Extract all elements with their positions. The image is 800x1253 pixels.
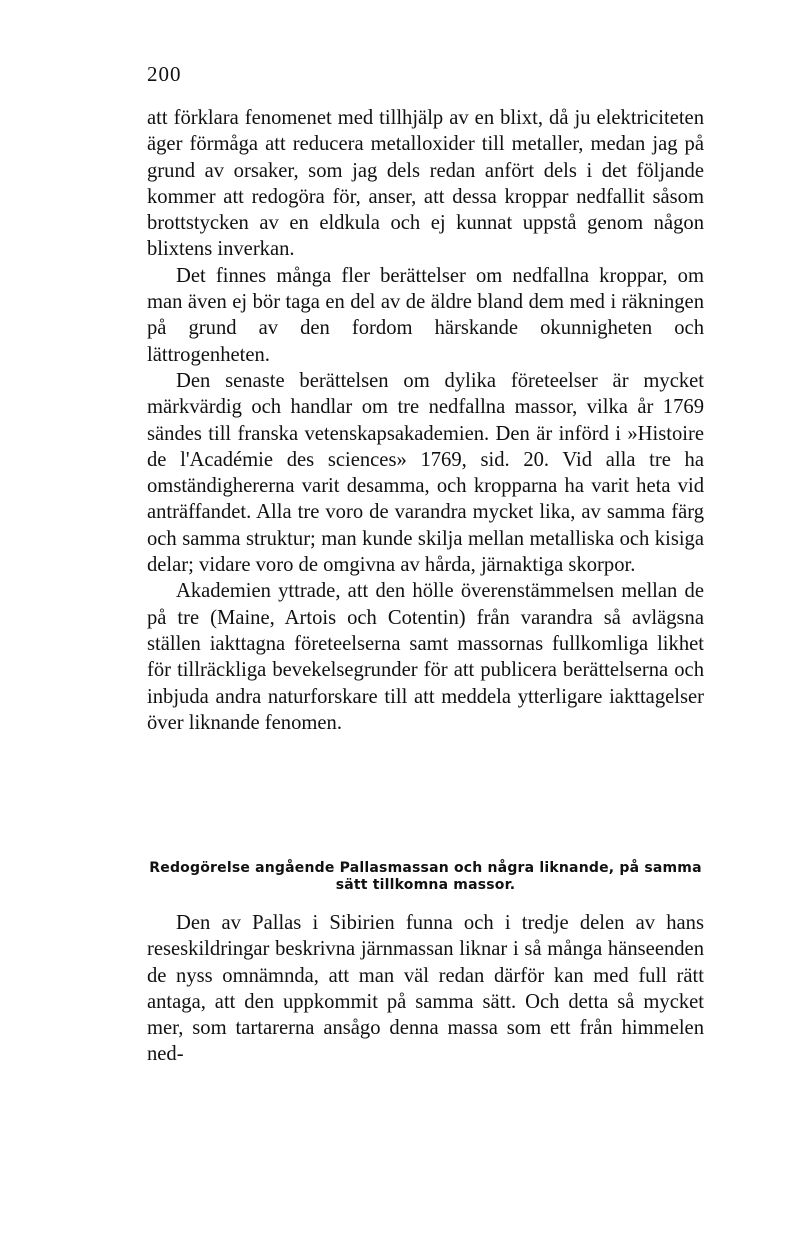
page-number: 200 [147,62,182,86]
paragraph-4: Akademien yttrade, att den hölle överenstämmelsen mellan de på tre (Maine, Artois och Cotentin) från varandra så avlägsna ställen iakttagna företeelserna samt massornas fullkomliga likhet för tillräckliga bevekelsegrunder för att publicera berättelserna och inbjuda andra naturforskare till att meddela ytterligare iakttagelser över liknande fenomen. [147,580,704,734]
paragraph-5: Den av Pallas i Sibirien funna och i tredje delen av hans reseskildringar beskrivna järnmassan liknar i så många hänseenden de nyss omnämnda, att man väl redan därför kan med full rätt antaga, att den uppkommit på samma sätt. Och detta så mycket mer, som tartarerna ansågo denna massa som ett från himmelen ned- [147,912,704,1066]
paragraph-2: Det finnes många fler berättelser om nedfallna kroppar, om man även ej bör taga en del av de äldre bland dem med i räkningen på grund av den fordom härskande okunnigheten och lättrogenheten. [147,264,704,366]
paragraph-1: att förklara fenomenet med tillhjälp av en blixt, då ju elektriciteten äger förmåga att reducera metalloxider till metaller, medan jag på grund av orsaker, som jag dels redan anfört dels i det följande kommer att redogöra för, anser, att dessa kroppar nedfallit såsom brottstycken av en eldkula och ej kunnat uppstå genom någon blixtens inverkan. [147,107,704,261]
section-heading: Redogörelse angående Pallasmassan och några liknande, på samma sätt tillkomna massor. [149,860,702,893]
paragraph-3: Den senaste berättelsen om dylika företeelser är mycket märkvärdig och handlar om tre nedfallna massor, vilka år 1769 sändes till franska vetenskapsakademien. Den är införd i »Histoire de l'Académie des sciences» 1769, sid. 20. Vid alla tre ha omständighererna varit desamma, och kropparna ha varit heta vid anträffandet. Alla tre voro de varandra mycket lika, av samma färg och samma struktur; man kunde skilja mellan metalliska och kisiga delar; vidare voro de omgivna av hårda, järnaktiga skorpor. [147,369,704,577]
section-2-text [147,910,704,1068]
section-1-text [147,105,704,736]
